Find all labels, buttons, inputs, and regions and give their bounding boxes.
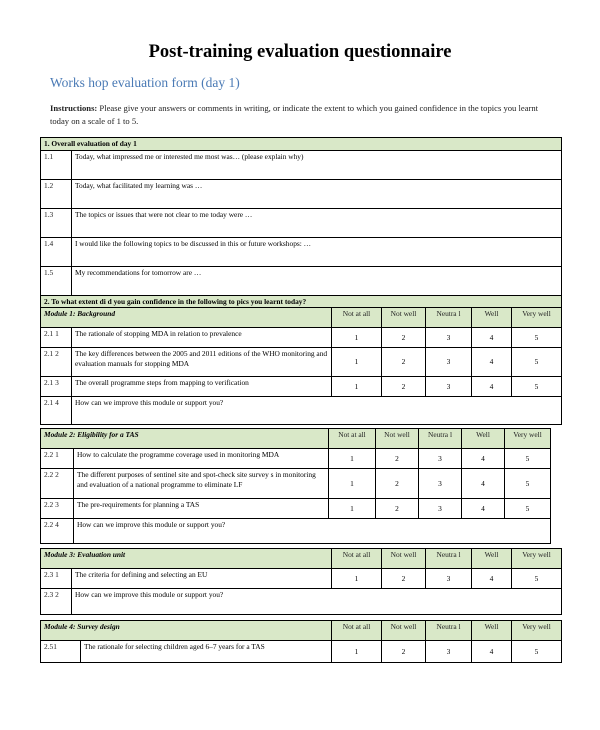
rating-option-2[interactable]: 2 <box>382 348 426 377</box>
item-number: 2.3 2 <box>41 589 72 615</box>
rating-option-2[interactable]: 2 <box>376 469 419 499</box>
item-number: 1.4 <box>41 237 72 266</box>
section-2-title: 2. To what extent di d you gain confidence in the following to pics you learnt today? <box>41 295 562 308</box>
rating-option-3[interactable]: 3 <box>419 469 462 499</box>
rating-option-2[interactable]: 2 <box>376 449 419 469</box>
item-question: The different purposes of sentinel site and spot-check site survey s in monitoring and evaluation of a national programme to eliminate LF <box>74 469 329 499</box>
scale-header-not-well: Not well <box>382 308 426 328</box>
item-question[interactable]: I would like the following topics to be discussed in this or future workshops: … <box>72 237 562 266</box>
table-row[interactable] <box>41 237 562 266</box>
page-title: Post-training evaluation questionnaire <box>148 42 452 62</box>
rating-option-4[interactable]: 4 <box>472 641 512 663</box>
item-number: 2.1 1 <box>41 328 72 348</box>
item-question[interactable]: Today, what impressed me or interested me most was… (please explain why) <box>72 150 562 179</box>
item-question: How to calculate the programme coverage used in monitoring MDA <box>74 449 329 469</box>
rating-option-4[interactable]: 4 <box>462 449 505 469</box>
scale-header-neutral: Neutra l <box>426 621 472 641</box>
table-row <box>41 569 562 589</box>
scale-header-not-well: Not well <box>382 549 426 569</box>
rating-option-1[interactable]: 1 <box>329 469 376 499</box>
form-subtitle: Works hop evaluation form (day 1) <box>50 75 240 90</box>
rating-option-4[interactable]: 4 <box>462 499 505 519</box>
questionnaire-table-part-4 <box>40 620 562 663</box>
rating-option-3[interactable]: 3 <box>426 377 472 397</box>
scale-header-not-well: Not well <box>376 429 419 449</box>
item-number: 2.2 3 <box>41 499 74 519</box>
item-number: 1.5 <box>41 266 72 295</box>
rating-option-4[interactable]: 4 <box>472 348 512 377</box>
item-question: The key differences between the 2005 and 2011 editions of the WHO monitoring and evaluation manuals for stopping MDA <box>72 348 332 377</box>
scale-header-very-well: Very well <box>512 308 562 328</box>
rating-option-3[interactable]: 3 <box>426 348 472 377</box>
rating-option-5[interactable]: 5 <box>512 348 562 377</box>
rating-option-5[interactable]: 5 <box>505 469 551 499</box>
scale-header-not-at-all: Not at all <box>329 429 376 449</box>
module-header <box>41 308 562 328</box>
item-question[interactable]: How can we improve this module or support you? <box>72 589 562 615</box>
table-row[interactable] <box>41 208 562 237</box>
rating-option-2[interactable]: 2 <box>376 499 419 519</box>
scale-header-very-well: Very well <box>512 549 562 569</box>
rating-option-3[interactable]: 3 <box>419 449 462 469</box>
item-number: 1.3 <box>41 208 72 237</box>
scale-header-neutral: Neutra l <box>426 549 472 569</box>
rating-option-5[interactable]: 5 <box>512 328 562 348</box>
rating-option-3[interactable]: 3 <box>426 569 472 589</box>
scale-header-neutral: Neutra l <box>426 308 472 328</box>
rating-option-1[interactable]: 1 <box>332 328 382 348</box>
table-row[interactable] <box>41 266 562 295</box>
scale-header-not-at-all: Not at all <box>332 621 382 641</box>
section-header <box>41 295 562 308</box>
scale-header-not-at-all: Not at all <box>332 549 382 569</box>
section-1-title: 1. Overall evaluation of day 1 <box>41 138 562 151</box>
scale-header-not-well: Not well <box>382 621 426 641</box>
item-question: The rationale of stopping MDA in relation to prevalence <box>72 328 332 348</box>
rating-option-5[interactable]: 5 <box>505 449 551 469</box>
item-question: The overall programme steps from mapping to verification <box>72 377 332 397</box>
rating-option-5[interactable]: 5 <box>505 499 551 519</box>
item-question[interactable]: The topics or issues that were not clear to me today were … <box>72 208 562 237</box>
instructions-label: Instructions: <box>50 103 98 113</box>
scale-header-well: Well <box>472 621 512 641</box>
scale-header-well: Well <box>472 549 512 569</box>
scale-header-well: Well <box>462 429 505 449</box>
table-row[interactable] <box>41 519 551 544</box>
table-row[interactable] <box>41 397 562 425</box>
module-name: Module 3: Evaluation unit <box>41 549 332 569</box>
item-number: 2.2 1 <box>41 449 74 469</box>
item-number: 2.51 <box>41 641 81 663</box>
rating-option-3[interactable]: 3 <box>419 499 462 519</box>
rating-option-5[interactable]: 5 <box>512 641 562 663</box>
item-number: 1.2 <box>41 179 72 208</box>
item-question[interactable]: How can we improve this module or support you? <box>72 397 562 425</box>
rating-option-3[interactable]: 3 <box>426 328 472 348</box>
rating-option-4[interactable]: 4 <box>472 569 512 589</box>
rating-option-4[interactable]: 4 <box>462 469 505 499</box>
rating-option-1[interactable]: 1 <box>329 499 376 519</box>
rating-option-2[interactable]: 2 <box>382 569 426 589</box>
item-question[interactable]: How can we improve this module or support you? <box>74 519 551 544</box>
module-header <box>41 549 562 569</box>
table-row <box>41 377 562 397</box>
scale-header-not-at-all: Not at all <box>332 308 382 328</box>
item-number: 2.1 3 <box>41 377 72 397</box>
item-question: The criteria for defining and selecting an EU <box>72 569 332 589</box>
rating-option-5[interactable]: 5 <box>512 569 562 589</box>
module-name: Module 1: Background <box>41 308 332 328</box>
scale-header-well: Well <box>472 308 512 328</box>
table-row <box>41 641 562 663</box>
item-number: 2.1 2 <box>41 348 72 377</box>
rating-option-4[interactable]: 4 <box>472 377 512 397</box>
questionnaire-table-part-2 <box>40 428 551 544</box>
table-row <box>41 469 551 499</box>
item-number: 2.1 4 <box>41 397 72 425</box>
questionnaire-table-part-3 <box>40 548 562 615</box>
table-row <box>41 348 562 377</box>
rating-option-2[interactable]: 2 <box>382 377 426 397</box>
item-number: 2.2 4 <box>41 519 74 544</box>
table-row[interactable] <box>41 589 562 615</box>
table-row[interactable] <box>41 150 562 179</box>
questionnaire-table-part-1 <box>40 137 562 425</box>
rating-option-1[interactable]: 1 <box>332 641 382 663</box>
item-question[interactable]: My recommendations for tomorrow are … <box>72 266 562 295</box>
scale-header-neutral: Neutra l <box>419 429 462 449</box>
rating-option-1[interactable]: 1 <box>332 377 382 397</box>
rating-option-1[interactable]: 1 <box>329 449 376 469</box>
rating-option-1[interactable]: 1 <box>332 348 382 377</box>
rating-option-5[interactable]: 5 <box>512 377 562 397</box>
item-number: 2.3 1 <box>41 569 72 589</box>
instructions <box>50 102 550 128</box>
module-header <box>41 429 551 449</box>
section-header <box>41 138 562 151</box>
instructions-text: Please give your answers or comments in writing, or indicate the extent to which you gained confidence in the topics you learnt today on a scale of 1 to 5. <box>50 103 539 126</box>
item-question: The rationale for selecting children aged 6–7 years for a TAS <box>81 641 332 663</box>
rating-option-2[interactable]: 2 <box>382 328 426 348</box>
module-name: Module 2: Eligibility for a TAS <box>41 429 329 449</box>
item-question[interactable]: Today, what facilitated my learning was … <box>72 179 562 208</box>
table-row <box>41 328 562 348</box>
rating-option-3[interactable]: 3 <box>426 641 472 663</box>
scale-header-very-well: Very well <box>512 621 562 641</box>
rating-option-1[interactable]: 1 <box>332 569 382 589</box>
table-row <box>41 499 551 519</box>
item-number: 2.2 2 <box>41 469 74 499</box>
rating-option-2[interactable]: 2 <box>382 641 426 663</box>
rating-option-4[interactable]: 4 <box>472 328 512 348</box>
module-header <box>41 621 562 641</box>
module-name: Module 4: Survey design <box>41 621 332 641</box>
item-number: 1.1 <box>41 150 72 179</box>
item-question: The pre-requirements for planning a TAS <box>74 499 329 519</box>
scale-header-very-well: Very well <box>505 429 551 449</box>
table-row <box>41 449 551 469</box>
table-row[interactable] <box>41 179 562 208</box>
